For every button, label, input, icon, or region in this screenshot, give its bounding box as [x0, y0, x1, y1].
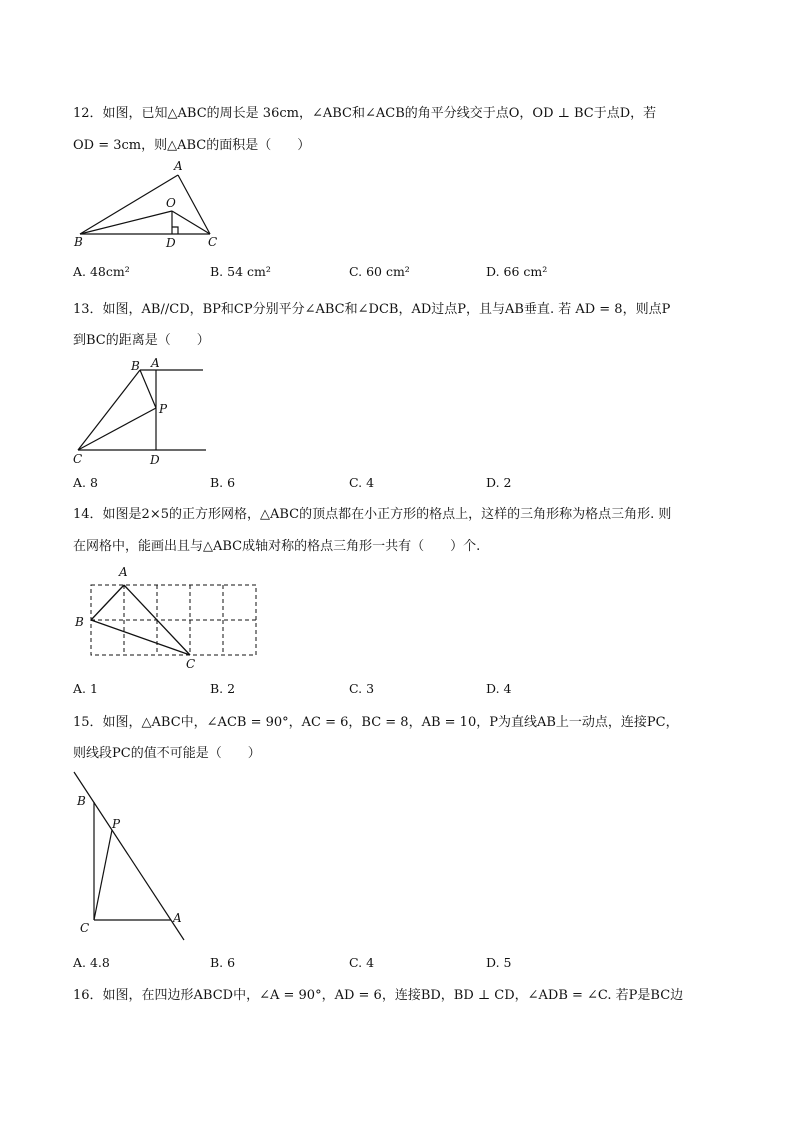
q12-segment-ab [80, 175, 178, 234]
q13-segment-bp [140, 370, 156, 408]
q14-segment-ab [91, 585, 124, 620]
q14-option-d[interactable]: D. 4 [486, 681, 512, 696]
q14-grid [91, 585, 256, 655]
q12-option-b[interactable]: B. 54 cm² [210, 264, 271, 279]
q14-option-b[interactable]: B. 2 [210, 681, 236, 696]
q12-label-o: O [166, 196, 176, 210]
q15-option-d[interactable]: D. 5 [486, 955, 512, 970]
q13-segment-bc [78, 370, 140, 450]
q13-option-d[interactable]: D. 2 [486, 475, 512, 490]
q15-text-line2: 则线段PC的值不可能是（ ） [73, 746, 261, 761]
q15-option-b[interactable]: B. 6 [210, 955, 236, 970]
q15-label-p: P [112, 817, 121, 831]
q13-option-a[interactable]: A. 8 [73, 475, 98, 490]
q12-label-a: A [174, 159, 183, 173]
q14-segment-bc [91, 620, 190, 655]
q15-option-a[interactable]: A. 4.8 [73, 955, 110, 970]
q15-option-c[interactable]: C. 4 [349, 955, 375, 970]
q12-segment-bo [80, 211, 172, 234]
q13-option-c[interactable]: C. 4 [349, 475, 375, 490]
q13-text-line1: 13．如图，AB//CD，BP和CP分别平分∠ABC和∠DCB，AD过点P，且与AB垂直. 若 AD = 8，则点P [73, 302, 671, 317]
q13-label-a: A [151, 356, 160, 370]
q13-segment-cp [78, 408, 156, 450]
q12-segment-ac [178, 175, 210, 234]
q13-label-d: D [150, 453, 160, 467]
q14-text-line1: 14．如图是2×5的正方形网格，△ABC的顶点都在小正方形的格点上，这样的三角形称为格点三角形. 则 [73, 507, 672, 522]
q15-figure [70, 770, 200, 942]
q12-right-angle-mark [172, 227, 178, 234]
q15-label-b: B [77, 794, 86, 808]
q13-label-b: B [131, 359, 140, 373]
q12-label-d: D [166, 236, 176, 250]
q14-label-a: A [119, 565, 128, 579]
q13-text-line2: 到BC的距离是（ ） [73, 333, 210, 348]
q14-label-c: C [186, 657, 196, 671]
q14-option-a[interactable]: A. 1 [73, 681, 98, 696]
q16-text-line1: 16．如图，在四边形ABCD中，∠A = 90°，AD = 6，连接BD，BD ⊥ CD，∠ADB = ∠C. 若P是BC边 [73, 988, 684, 1003]
q15-label-a: A [173, 911, 182, 925]
q12-option-a[interactable]: A. 48cm² [73, 264, 130, 279]
q15-text-line1: 15．如图，△ABC中，∠ACB = 90°，AC = 6，BC = 8，AB = 10，P为直线AB上一动点，连接PC， [73, 715, 679, 730]
q12-option-c[interactable]: C. 60 cm² [349, 264, 410, 279]
q12-option-d[interactable]: D. 66 cm² [486, 264, 548, 279]
q12-text-line1: 12．如图，已知△ABC的周长是 36cm，∠ABC和∠ACB的角平分线交于点O，OD ⊥ BC于点D，若 [73, 106, 657, 121]
q14-option-c[interactable]: C. 3 [349, 681, 375, 696]
q13-label-p: P [159, 402, 168, 416]
q12-label-c: C [208, 235, 218, 249]
q12-figure [70, 158, 230, 250]
q15-segment-pc [94, 830, 112, 920]
q14-text-line2: 在网格中，能画出且与△ABC成轴对称的格点三角形一共有（ ）个. [73, 539, 481, 554]
q14-label-b: B [75, 615, 84, 629]
q15-label-c: C [80, 921, 90, 935]
q13-label-c: C [73, 452, 83, 466]
q15-line-ab [74, 772, 184, 940]
q13-figure [70, 355, 210, 467]
q13-option-b[interactable]: B. 6 [210, 475, 236, 490]
q12-label-b: B [74, 235, 83, 249]
q14-figure [70, 562, 270, 674]
q12-text-line2: OD = 3cm，则△ABC的面积是（ ） [73, 138, 311, 153]
